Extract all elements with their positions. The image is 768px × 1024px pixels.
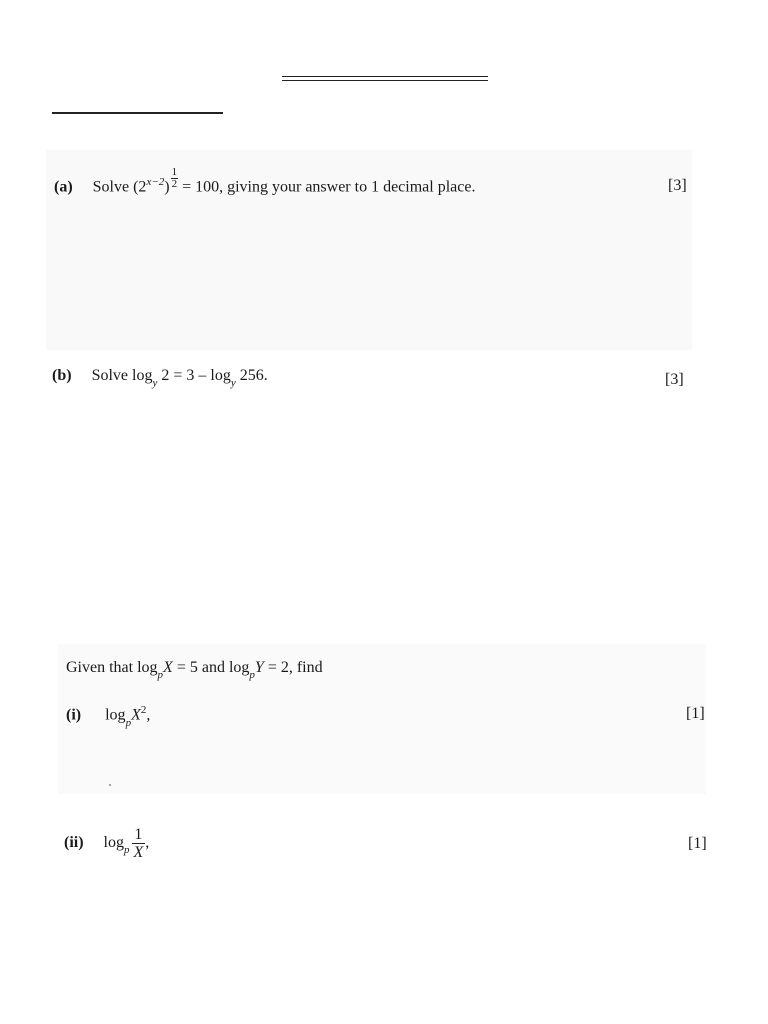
question-b-text-mid: 2 = 3 – log <box>157 367 231 384</box>
question-a-fraction: $\frac{1}{2}$ <box>171 166 178 191</box>
question-a-label: (a) <box>54 178 73 196</box>
question-2-intro: Given that $\log_pX = 5$ and $\log_pY = 2$, find <box>66 659 323 682</box>
scan-speck <box>109 784 111 786</box>
question-b-marks: [3] <box>665 371 684 388</box>
question-b-text-pre: Solve log <box>91 367 153 384</box>
question-2-ii-label: (ii) <box>64 834 84 852</box>
question-2-ii-marks: [1] <box>688 835 707 852</box>
question-2-i: (i) $\log_pX^2$, <box>66 704 151 729</box>
question-b-base-2: y <box>230 377 236 390</box>
question-2-ii: (ii) $\log_p$ $\frac{1}{X}$ , <box>64 826 150 861</box>
question-b-label: (b) <box>52 367 72 384</box>
question-a: (a) Solve $(2^{x-2})$ $\frac{1}{2}$ = 100, giving your answer to 1 decimal place. <box>54 166 476 196</box>
question-b <box>52 366 268 391</box>
question-2-ii-fraction: $\frac{1}{X}$ <box>133 826 144 861</box>
question-a-text-post: = 100, giving your answer to 1 decimal place. <box>178 178 476 196</box>
section-underline <box>52 112 223 114</box>
question-a-exponent: x−2 <box>146 176 165 188</box>
question-a-marks: [3] <box>668 177 687 194</box>
title-double-rule <box>282 76 488 81</box>
question-2-i-marks: [1] <box>686 705 705 722</box>
question-b-base-1: y <box>152 377 158 390</box>
question-a-text-pre: Solve (2 <box>92 178 147 196</box>
question-2-i-label: (i) <box>66 706 82 724</box>
question-b-text-post: 256. <box>235 367 268 384</box>
